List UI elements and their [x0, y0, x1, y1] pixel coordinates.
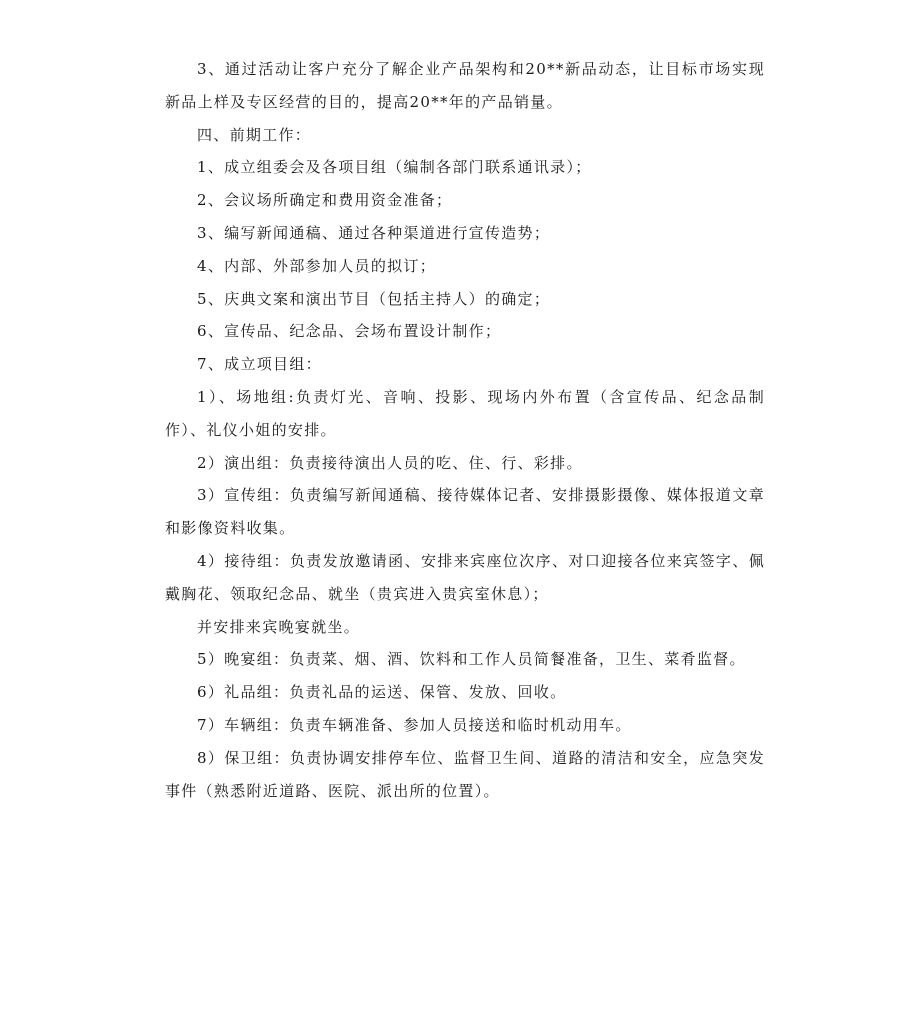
- group-banquet: 5）晚宴组：负责菜、烟、酒、饮料和工作人员简餐准备，卫生、菜肴监督。: [197, 650, 746, 669]
- group-venue: 1）、场地组:负责灯光、音响、投影、现场内外布置（含宣传品、纪念品制作）、礼仪小姐的安排。: [165, 387, 765, 439]
- list-item-4: 4、内部、外部参加人员的拟订；: [197, 256, 437, 275]
- list-item-1: 1、成立组委会及各项目组（编制各部门联系通讯录）；: [197, 158, 592, 177]
- group-gifts: 6）礼品组：负责礼品的运送、保管、发放、回收。: [197, 683, 567, 702]
- section-heading-preparation: 四、前期工作：: [197, 125, 312, 144]
- list-item-5: 5、庆典文案和演出节目（包括主持人）的确定；: [197, 289, 551, 308]
- reception-continuation: 并安排来宾晚宴就坐。: [197, 617, 361, 636]
- list-item-3: 3、编写新闻通稿、通过各种渠道进行宣传造势；: [197, 223, 551, 242]
- paragraph-goal-3: 3、通过活动让客户充分了解企业产品架构和20**新品动态，让目标市场实现新品上样及专区经营的目的，提高20**年的产品销量。: [165, 60, 765, 111]
- group-publicity: 3）宣传组：负责编写新闻通稿、接待媒体记者、安排摄影摄像、媒体报道文章和影像资料收集。: [165, 486, 765, 538]
- group-performance: 2）演出组：负责接待演出人员的吃、住、行、彩排。: [197, 453, 583, 472]
- list-item-2: 2、会议场所确定和费用资金准备；: [197, 191, 453, 210]
- group-vehicles: 7）车辆组：负责车辆准备、参加人员接送和临时机动用车。: [197, 715, 632, 734]
- group-security: 8）保卫组：负责协调安排停车位、监督卫生间、道路的清洁和安全，应急突发事件（熟悉附近道路、医院、派出所的位置）。: [165, 748, 765, 800]
- list-item-7: 7、成立项目组：: [197, 355, 322, 374]
- group-reception: 4）接待组：负责发放邀请函、安排来宾座位次序、对口迎接各位来宾签字、佩戴胸花、领取纪念品、就坐（贵宾进入贵宾室休息）；: [165, 551, 765, 603]
- list-item-6: 6、宣传品、纪念品、会场布置设计制作；: [197, 322, 502, 341]
- document-body: [165, 53, 765, 807]
